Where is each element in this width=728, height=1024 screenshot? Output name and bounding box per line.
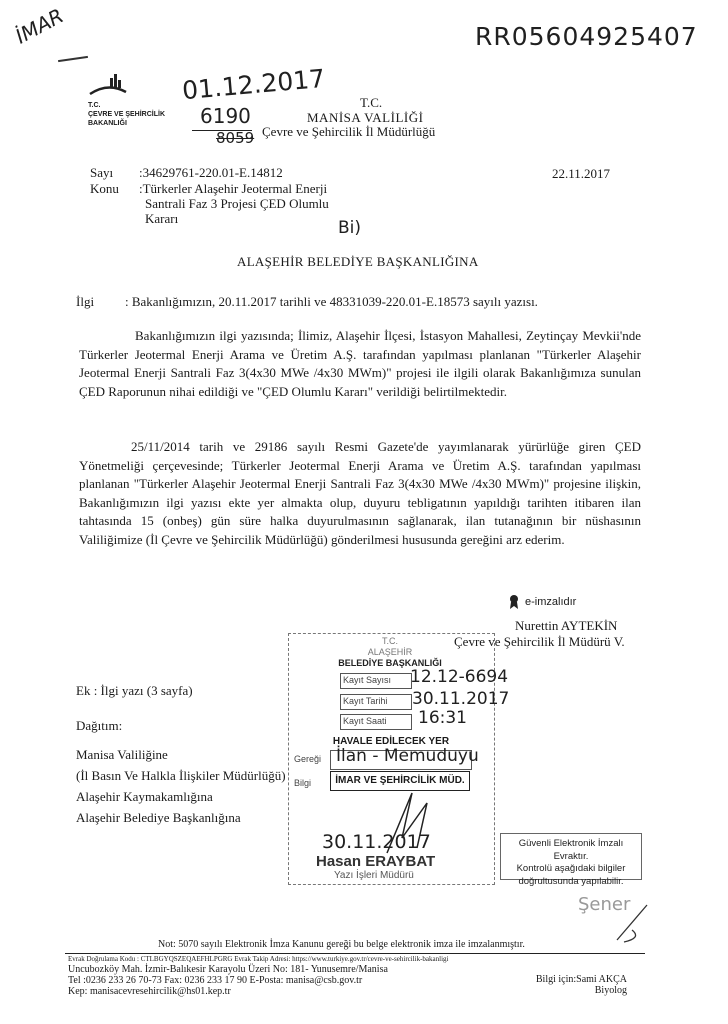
- footer-address: Uncubozköy Mah. İzmir-Balıkesir Karayolu Üzeri No: 181- Yunusemre/Manisa: [68, 964, 388, 975]
- footer-info-title: Biyolog: [594, 985, 627, 996]
- handwritten-initial: [612, 900, 652, 945]
- handwritten-number: 6190: [200, 104, 251, 128]
- secure-box-line: Kontrolü aşağıdaki bilgiler: [516, 863, 626, 874]
- distribution-label: Dağıtım:: [76, 718, 123, 733]
- header-authority: MANİSA VALİLİĞİ: [307, 110, 424, 125]
- signer-name: Nurettin AYTEKİN: [515, 618, 618, 633]
- handwritten-date: 01.12.2017: [181, 63, 327, 106]
- stamp-header-line: T.C.: [381, 636, 398, 646]
- stamp-signer-name: Hasan ERAYBAT: [316, 853, 436, 870]
- konu-line: Kararı: [145, 211, 179, 226]
- konu-label: Konu: [90, 181, 119, 196]
- footer-kep: Kep: manisacevresehircilik@hs01.kep.tr: [68, 986, 231, 997]
- stamp-header-line: BELEDİYE BAŞKANLIĞI: [338, 658, 442, 668]
- distribution-list: [76, 744, 286, 828]
- kayit-sayisi-value: 12.12-6694: [410, 667, 509, 687]
- body-paragraph-2: 25/11/2014 tarih ve 29186 sayılı Resmi Gazete'de yayımlanarak yürürlüğe giren ÇED Yönetmeliği çerçevesinde; Türkerler Jeotermal Enerji Arama ve Üretim A.Ş. tarafından yapılması planlanan "Türkerler Alaşehir Jeotermal Enerji Santrali Faz 3(4x30 MWe /4x30 MWm)" projesine ilişkin, Bakanlığımızın ilgi yazısı ekte yer almakta olup, duyuru tebligatının yapıldığı tarihten itibaren ilan tahtasında 15 (onbeş) gün süre halka duyurulmasının sağlanarak, ilan tutanağının bir nüshasının Valiliğimize (İl Çevre ve Şehircilik Müdürlüğü) gönderilmesi hususunda gereğini arz ederim.: [79, 439, 641, 547]
- handwritten-reference-code: RR05604925407: [475, 22, 698, 51]
- handwritten-side-note: Bi): [338, 218, 362, 238]
- havale-label: HAVALE EDİLECEK YER: [332, 736, 450, 747]
- logo-line: T.C.: [88, 102, 101, 109]
- stamp-handwritten-date: 30.11.2017: [322, 831, 431, 853]
- letter-date: 22.11.2017: [552, 166, 611, 181]
- footer-divider: [65, 953, 645, 954]
- konu-value: [139, 181, 329, 226]
- signature-scribble: [382, 788, 442, 858]
- ministry-logo: [88, 72, 128, 94]
- ilgi-label: İlgi: [76, 294, 95, 309]
- handwritten-stroke: [58, 56, 88, 62]
- secure-box-line: doğrultusunda yapılabilir.: [518, 875, 624, 887]
- kayit-tarihi-label: Kayıt Tarihi: [343, 696, 388, 706]
- logo-line: ÇEVRE VE ŞEHİRCİLİK: [88, 111, 166, 118]
- geregi-value: İlan - Memuduyu: [336, 746, 479, 766]
- footer-info: [531, 974, 627, 996]
- handwritten-name: Şener: [578, 894, 631, 915]
- sayi-label: Sayı: [90, 165, 114, 180]
- distribution-item: Manisa Valiliğine: [76, 747, 168, 762]
- footer-phone: Tel :0236 233 26 70-73 Fax: 0236 233 17 90 E-Posta: manisa@csb.gov.tr: [68, 975, 363, 986]
- stamp-header-line: ALAŞEHİR: [367, 647, 413, 657]
- header-department: Çevre ve Şehircilik İl Müdürlüğü: [262, 124, 436, 139]
- recipient: ALAŞEHİR BELEDİYE BAŞKANLIĞINA: [237, 254, 479, 269]
- kayit-saati-value: 16:31: [418, 708, 467, 728]
- kayit-saati-label: Kayıt Saati: [343, 716, 387, 726]
- body-paragraph-1: Bakanlığımızın ilgi yazısında; İlimiz, Alaşehir İlçesi, İstasyon Mahallesi, Zeytinçay Mevkii'nde Türkerler Jeotermal Enerji Arama ve Üretim A.Ş. tarafından yapılması planlanan "Türkerler Alaşehir Jeotermal Enerji Santrali Faz 3(4x30 MWe /4x30 MWm)" projesi ile ilgili olarak Bakanlığımıza sunulan ÇED Raporunun nihai edildiği ve "ÇED Olumlu Kararı" verildiği belirtilmektedir.: [79, 328, 641, 400]
- distribution-item: (İl Basın Ve Halkla İlişkiler Müdürlüğü): [76, 768, 286, 783]
- stamp-header: [300, 636, 480, 669]
- header-tc: T.C.: [360, 95, 383, 110]
- attachment-note: Ek : İlgi yazı (3 sayfa): [76, 683, 193, 698]
- logo-line: BAKANLIĞI: [88, 120, 127, 127]
- esign-icon: [508, 594, 520, 610]
- footer-info-name: Bilgi için:Sami AKÇA: [535, 974, 627, 985]
- esign-label: e-imzalıdır: [525, 596, 577, 608]
- footer-note: Not: 5070 sayılı Elektronik İmza Kanunu gereği bu belge elektronik imza ile imzalanmıştır.: [158, 939, 525, 950]
- bilgi-stamp: İMAR VE ŞEHİRCİLİK MÜD.: [330, 771, 470, 791]
- handwritten-number: 8059: [216, 129, 255, 147]
- distribution-item: Alaşehir Belediye Başkanlığına: [76, 810, 241, 825]
- distribution-item: Alaşehir Kaymakamlığına: [76, 789, 213, 804]
- sayi-value: :34629761-220.01-E.14812: [139, 165, 283, 180]
- geregi-label: Gereği: [294, 754, 322, 764]
- konu-line: Santrali Faz 3 Projesi ÇED Olumlu: [145, 196, 329, 211]
- stamp-signer-title: Yazı İşleri Müdürü: [334, 870, 414, 881]
- kayit-sayisi-label: Kayıt Sayısı: [343, 675, 392, 685]
- bilgi-label: Bilgi: [294, 778, 312, 788]
- secure-box-line: Güvenli Elektronik İmzalı Evraktır.: [518, 838, 624, 862]
- secure-signature-box: [500, 833, 642, 887]
- signer-title: Çevre ve Şehircilik İl Müdürü V.: [454, 634, 625, 649]
- footer-contact: [68, 964, 388, 997]
- ilgi-text: : Bakanlığımızın, 20.11.2017 tarihli ve 48331039-220.01-E.18573 sayılı yazısı.: [125, 294, 538, 309]
- konu-line: :Türkerler Alaşehir Jeotermal Enerji: [139, 181, 328, 196]
- handwritten-note: İMAR: [11, 3, 68, 49]
- footer-verify: Evrak Doğrulama Kodu : CTLBGYQSZEQAEFHLPGRG Evrak Takip Adresi: https://www.turkiye.gov.tr/cevre-ve-sehircilik-bakanligi: [68, 955, 449, 963]
- logo-text: [88, 101, 165, 128]
- kayit-tarihi-value: 30.11.2017: [412, 689, 510, 709]
